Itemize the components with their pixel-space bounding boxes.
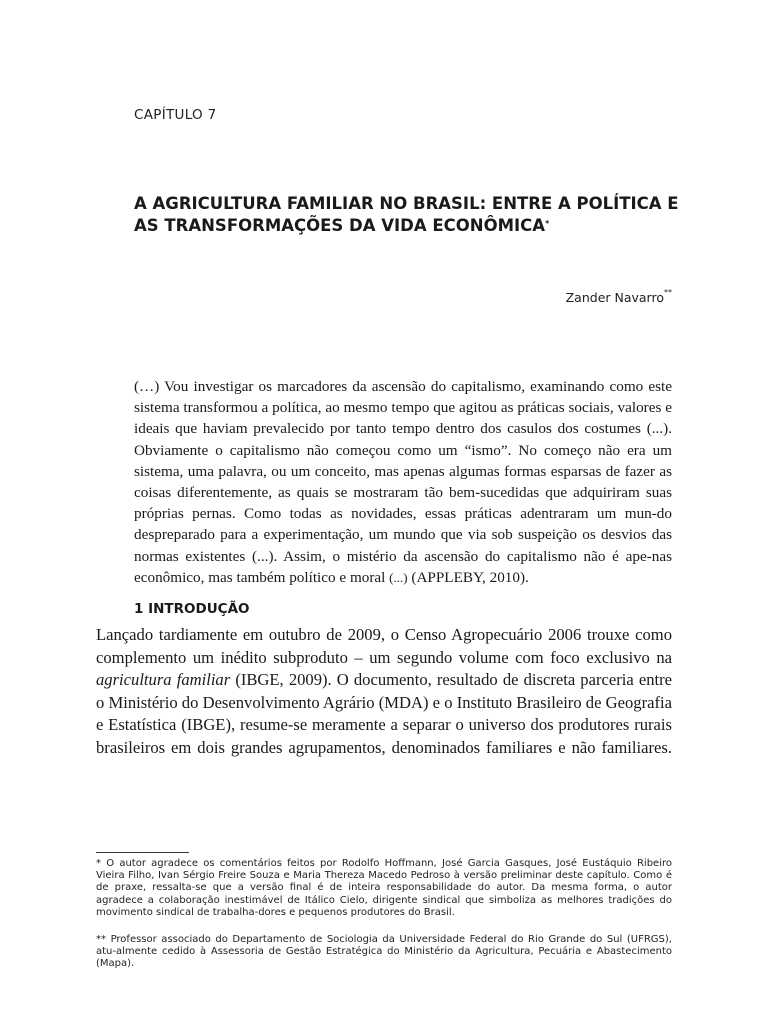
section-heading: 1 INTRODUÇÃO xyxy=(134,601,250,617)
chapter-label: CAPÍTULO 7 xyxy=(134,107,217,123)
epigraph-ellipsis: (...) xyxy=(389,569,408,585)
footnote-2 xyxy=(96,934,672,971)
footnote-1-text: O autor agradece os comentários feitos por Rodolfo Hoffmann, José Garcia Gasques, José Eustáquio Ribeiro Vieira Filho, Ivan Sérgio Freire Souza e Maria Thereza Macedo Pedroso à versão preliminar deste capítulo. Como é de praxe, ressalta-se que a versão final é de inteira responsabilidade do autor. Da mesma forma, o autor agradece a colaboração inestimável de Itálico Cielo, dirigente sindical que simboliza as melhores tradições do movimento sindical de trabalha-dores e pequenos produtores do Brasil. xyxy=(96,858,673,918)
footnote-2-marker: ** xyxy=(96,934,106,945)
footnote-1-marker: * xyxy=(96,858,101,869)
epigraph-quote xyxy=(134,376,672,588)
chapter-title-text: A AGRICULTURA FAMILIAR NO BRASIL: ENTRE A POLÍTICA E AS TRANSFORMAÇÕES DA VIDA ECONÔMICA xyxy=(134,194,679,235)
author-footnote-marker: ** xyxy=(664,288,672,297)
author-name: Zander Navarro xyxy=(565,290,664,306)
intro-text-part1: Lançado tardiamente em outubro de 2009, o Censo Agropecuário 2006 trouxe como complemento um inédito subproduto – um segundo volume com foco exclusivo na xyxy=(96,625,672,667)
title-footnote-marker: * xyxy=(545,219,550,228)
epigraph-citation: (APPLEBY, 2010). xyxy=(411,568,529,586)
footnote-2-text: Professor associado do Departamento de Sociologia da Universidade Federal do Rio Grande do Sul (UFRGS), atu-almente cedido à Assessoria de Gestão Estratégica do Ministério da Agricultura, Pecuária e Abastecimento (Mapa). xyxy=(96,934,672,970)
footnote-divider xyxy=(96,852,189,853)
intro-italic-term: agricultura familiar xyxy=(96,670,231,690)
footnote-1 xyxy=(96,858,672,919)
epigraph-body: (…) Vou investigar os marcadores da ascensão do capitalismo, examinando como este sistema transformou a política, ao mesmo tempo que agitou as práticas sociais, valores e ideais que haviam prevalecido por tanto tempo dentro dos casulos dos costumes (...). Obviamente o capitalismo não começou como um “ismo”. No começo não era um sistema, uma palavra, ou um conceito, mas apenas algumas formas esparsas de fazer as coisas diferentemente, as quais se mostraram tão bem-sucedidas que adquiriram suas próprias pernas. Como todas as novidades, essas práticas adentraram um mun-do despreparado para a experimentação, um mundo que via sob suspeição os desvios das normas existentes (...). Assim, o mistério da ascensão do capitalismo não é ape-nas econômico, mas também político e moral xyxy=(134,378,672,586)
intro-paragraph xyxy=(96,624,672,760)
intro-text-part2: (IBGE, 2009). O documento, resultado de discreta parceria entre o Ministério do Desenvolvimento Agrário (MDA) e o Instituto Brasileiro de Geografia e Estatística (IBGE), resume-se meramente a separar o universo dos produtores rurais brasileiros em dois grandes agrupamentos, denominados familiares e não familiares. xyxy=(96,670,672,757)
chapter-title xyxy=(134,193,694,237)
author-byline xyxy=(566,290,672,305)
